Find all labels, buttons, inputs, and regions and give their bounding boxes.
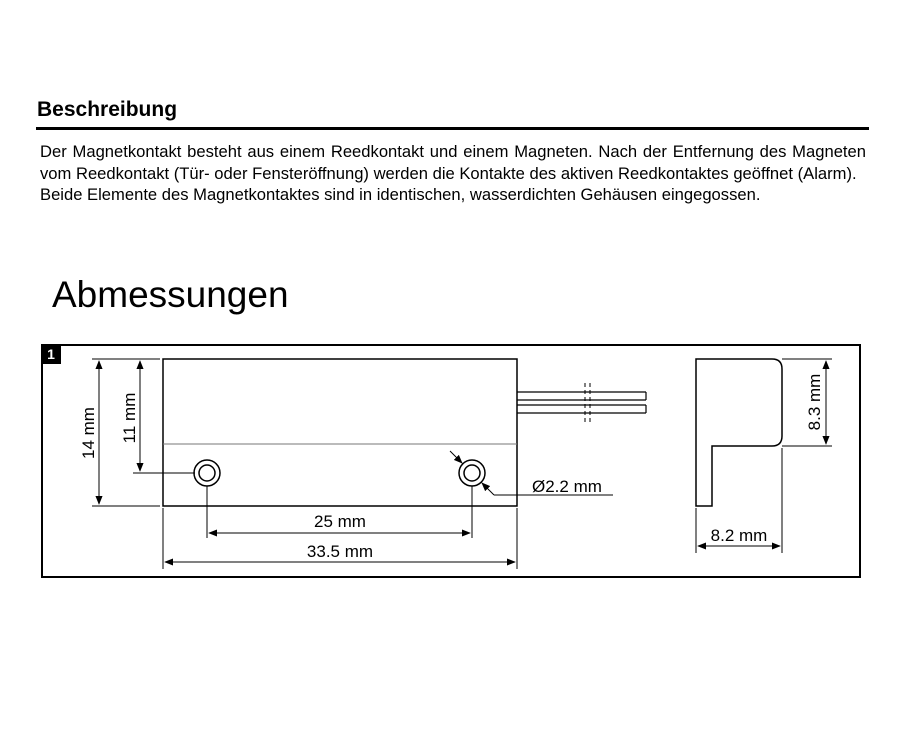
label-side-height: 8.3 mm <box>805 373 824 431</box>
description-paragraph-1: Der Magnetkontakt besteht aus einem Reedkontakt und einem Magneten. Nach der Entfernung des Magneten vom Reedkontakt (Tür- oder Fensteröffnung) werden die Kontakte des aktiven Reedkontaktes geöffnet (Alarm). <box>40 142 866 183</box>
mounting-hole-right <box>459 460 485 486</box>
cable-leads <box>517 383 646 424</box>
label-hole-spacing: 25 mm <box>314 512 366 531</box>
label-height-total: 14 mm <box>79 407 98 459</box>
mounting-hole-left <box>194 460 220 486</box>
label-height-holes: 11 mm <box>120 392 139 444</box>
description-heading: Beschreibung <box>37 98 178 121</box>
description-paragraph-2: Beide Elemente des Magnetkontaktes sind in identischen, wasserdichten Gehäusen eingegossen. <box>40 185 761 204</box>
figure-number-badge: 1 <box>41 344 61 364</box>
label-length-total: 33.5 mm <box>306 542 374 561</box>
label-hole-diameter: Ø2.2 mm <box>532 477 602 496</box>
dimensions-heading: Abmessungen <box>52 274 289 315</box>
housing-side-view <box>696 359 782 506</box>
label-side-width: 8.2 mm <box>710 526 768 545</box>
